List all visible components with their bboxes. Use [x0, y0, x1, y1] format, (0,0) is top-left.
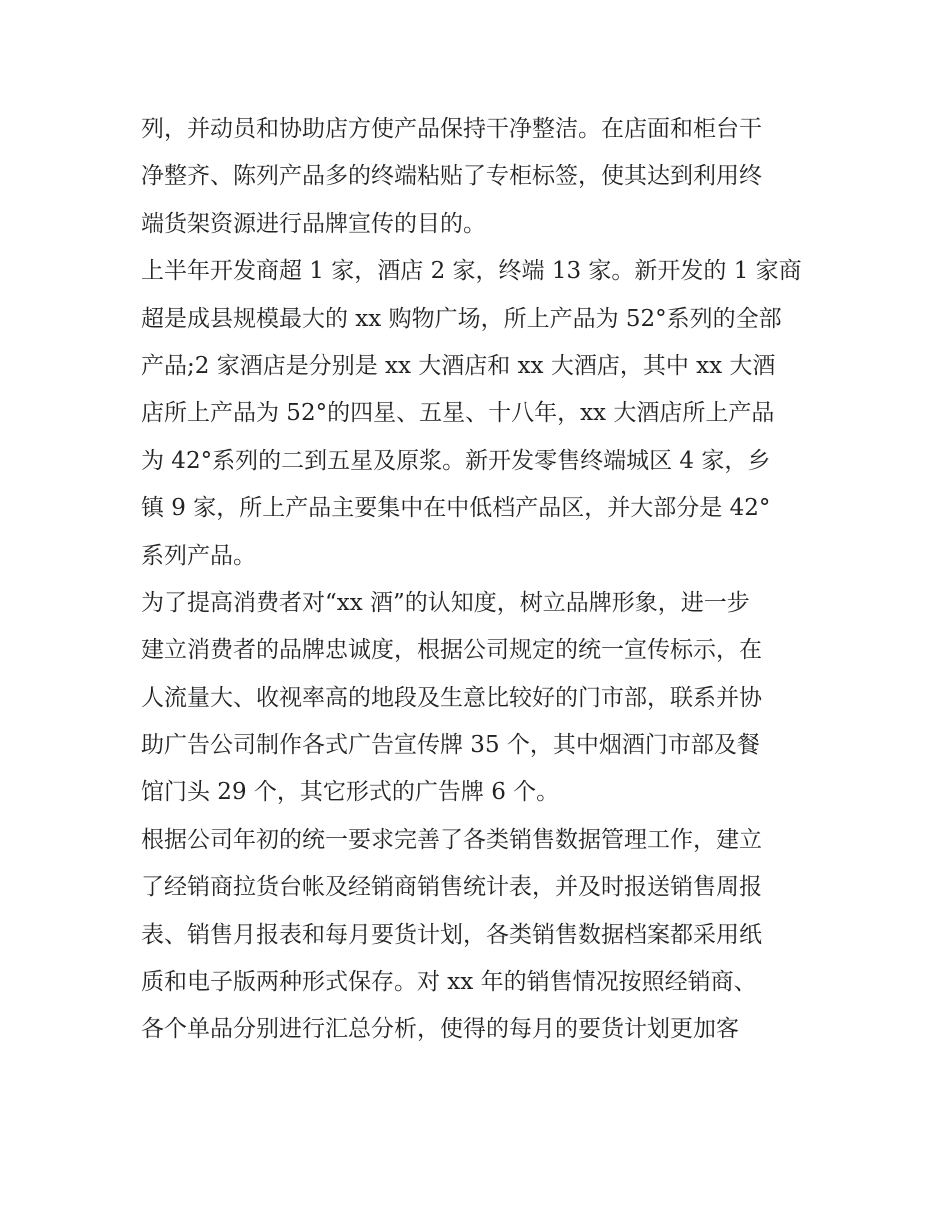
text-line: 为了提高消费者对“xx 酒”的认知度，树立品牌形象，进一步 — [141, 589, 750, 616]
text-line: 人流量大、收视率高的地段及生意比较好的门市部，联系并协 — [141, 684, 762, 711]
text-line: 端货架资源进行品牌宣传的目的。 — [141, 210, 486, 237]
text-line: 上半年开发商超 1 家，酒店 2 家，终端 13 家。新开发的 1 家商 — [141, 258, 802, 285]
paragraph-2 — [141, 248, 813, 580]
text-line: 表、销售月报表和每月要货计划，各类销售数据档案都采用纸 — [141, 921, 762, 948]
text-line: 镇 9 家，所上产品主要集中在中低档产品区，并大部分是 42° — [141, 495, 771, 522]
text-line: 质和电子版两种形式保存。对 xx 年的销售情况按照经销商、 — [141, 969, 757, 996]
text-line: 产品;2 家酒店是分别是 xx 大酒店和 xx 大酒店，其中 xx 大酒 — [141, 352, 776, 379]
paragraph-3 — [141, 580, 813, 817]
text-line: 根据公司年初的统一要求完善了各类销售数据管理工作，建立 — [141, 826, 762, 853]
paragraph-1 — [141, 106, 813, 248]
text-line: 各个单品分别进行汇总分析，使得的每月的要货计划更加客 — [141, 1016, 739, 1043]
text-line: 为 42°系列的二到五星及原浆。新开发零售终端城区 4 家，乡 — [141, 447, 771, 474]
paragraph-4 — [141, 817, 813, 1054]
text-line: 助广告公司制作各式广告宣传牌 35 个，其中烟酒门市部及餐 — [141, 732, 760, 759]
text-line: 净整齐、陈列产品多的终端粘贴了专柜标签，使其达到利用终 — [141, 163, 762, 190]
text-line: 建立消费者的品牌忠诚度，根据公司规定的统一宣传标示，在 — [141, 637, 762, 664]
text-line: 超是成县规模最大的 xx 购物广场，所上产品为 52°系列的全部 — [141, 305, 782, 332]
text-line: 了经销商拉货台帐及经销商销售统计表，并及时报送销售周报 — [141, 874, 762, 901]
text-line: 列，并动员和协助店方使产品保持干净整洁。在店面和柜台干 — [141, 116, 762, 142]
text-line: 店所上产品为 52°的四星、五星、十八年，xx 大酒店所上产品 — [141, 400, 775, 427]
text-line: 馆门头 29 个，其它形式的广告牌 6 个。 — [141, 779, 560, 806]
text-line: 系列产品。 — [141, 542, 256, 569]
document-body — [141, 106, 813, 1054]
